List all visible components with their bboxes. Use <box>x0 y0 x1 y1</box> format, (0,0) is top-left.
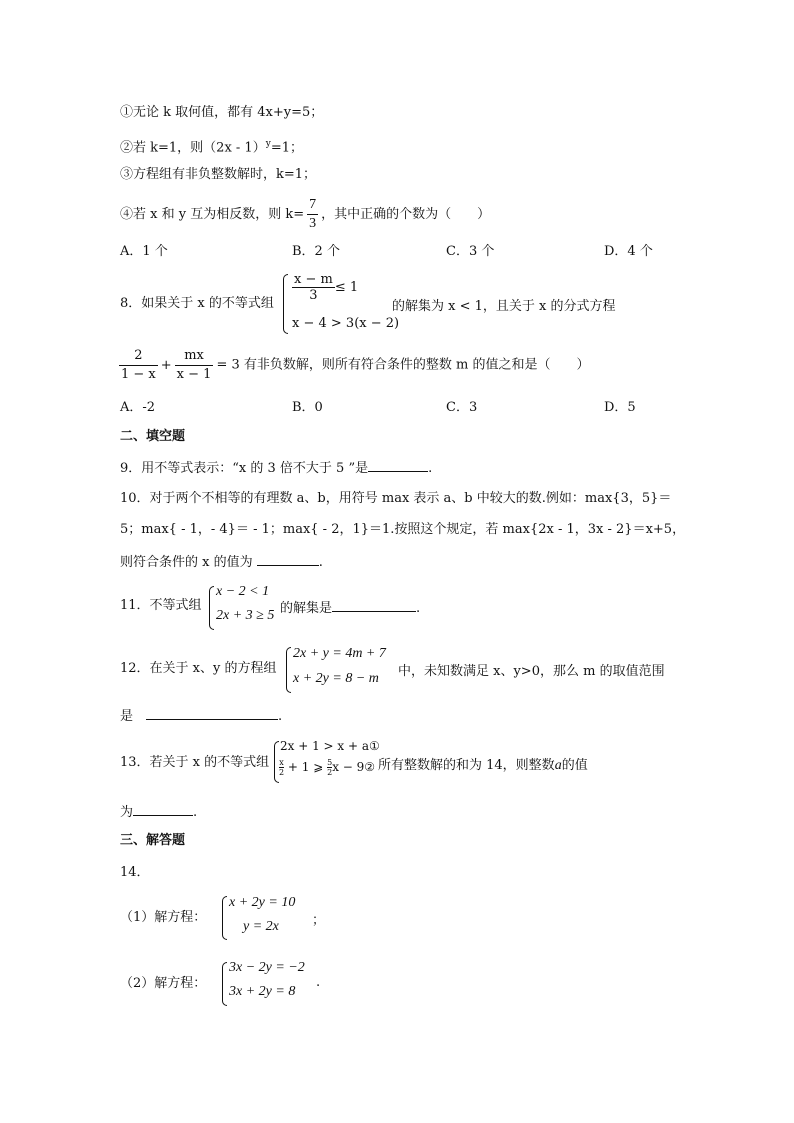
q14-part-2-end: . <box>316 975 321 990</box>
q11-eq-2: 2x + 3 ≥ 5 <box>216 608 275 623</box>
q13-prefix: 13．若关于 x 的不等式组 <box>120 755 270 770</box>
q11-suffix: 的解集是 . <box>280 597 420 616</box>
q8-fraction-equation: $\frac{2}{1 - x}$ + $\frac{mx}{x - 1}$ = 3 有非负数解，则所有符合条件的整数 m 的值之和是（ ） <box>121 348 590 382</box>
q13-suffix: 所有整数解的和为 14，则整数a的值 <box>378 758 588 773</box>
q14-part-2-eq-1: 3x − 2y = −2 <box>229 960 305 975</box>
q14-part-1-eq-1: x + 2y = 10 <box>229 895 296 910</box>
q12-eq-1: 2x + y = 4m + 7 <box>293 646 386 661</box>
q14-part-2-brace <box>222 962 227 1006</box>
q12-suffix: 中，未知数满足 x、y>0，那么 m 的取值范围 <box>398 664 665 679</box>
q8-option-b: B．0 <box>292 400 323 415</box>
section-2-heading: 二、填空题 <box>120 429 186 444</box>
q8-inequality-1: $\frac{x - m}{3}$ ≤ 1 <box>294 272 359 303</box>
q14-part-1-end: ； <box>312 913 326 928</box>
q14-part-1-brace <box>222 896 227 940</box>
q8-suffix: 的解集为 x < 1，且关于 x 的分式方程 <box>392 299 616 314</box>
q11-answer-blank[interactable] <box>332 598 416 612</box>
q12-answer-blank[interactable] <box>146 706 278 720</box>
q13-answer-blank[interactable] <box>133 802 193 816</box>
q8-option-d: D．5 <box>604 400 636 415</box>
q8-option-a: A．-2 <box>120 400 156 415</box>
q10-line-3: 则符合条件的 x 的值为 . <box>120 552 323 572</box>
q14-part-1-label: （1）解方程： <box>120 910 207 925</box>
q8-system-brace <box>283 274 288 334</box>
q7-option-d: D．4 个 <box>604 244 653 259</box>
q12-line-2: 是 . <box>120 706 282 726</box>
q10-answer-blank[interactable] <box>257 552 319 566</box>
q12-eq-2: x + 2y = 8 − m <box>293 671 379 686</box>
q14-part-2-eq-2: 3x + 2y = 8 <box>229 984 296 999</box>
q7-statement-1: ①无论 k 取何值，都有 4x+y=5； <box>120 105 324 120</box>
q8-inequality-2: x − 4 > 3(x − 2) <box>292 316 400 331</box>
q7-statement-4: ④若 x 和 y 互为相反数，则 k= $\frac{7}{3}$ ，其中正确的个数为（ ） <box>120 197 491 231</box>
q7-statement-3: ③方程组有非负整数解时，k=1； <box>120 167 317 182</box>
q7-option-a: A．1 个 <box>120 244 168 259</box>
q13-line-2: 为 . <box>120 802 197 822</box>
q13-eq-1: 2x + 1 > x + a① <box>280 739 380 753</box>
q14-part-2-label: （2）解方程： <box>120 976 207 991</box>
q7-statement-2: ②若 k=1，则（2x - 1）$^y$=1； <box>120 139 303 156</box>
q10-line-2: 5；max{ - 1，- 4}＝ - 1；max{ - 2，1}＝1.按照这个规定，若 max{2x - 1，3x - 2}＝x+5， <box>120 522 686 537</box>
q12-system-brace <box>286 647 291 693</box>
q12-prefix: 12．在关于 x、y 的方程组 <box>120 661 277 676</box>
q14-part-1-eq-2: y = 2x <box>243 919 279 934</box>
fraction-7-3: $\frac{7}{3}$ <box>309 197 317 231</box>
q13-eq-2: $\frac{x}{2}$ + 1 ⩾ $\frac{5}{2}$ x − 9② <box>279 758 376 777</box>
q11-eq-1: x − 2 < 1 <box>216 584 270 599</box>
q7-option-c: C．3 个 <box>446 244 495 259</box>
section-3-heading: 三、解答题 <box>120 833 186 848</box>
q11-system-brace <box>209 586 214 630</box>
q10-line-1: 10．对于两个不相等的有理数 a、b，用符号 max 表示 a、b 中较大的数.例如：max{3，5}＝ <box>120 491 672 506</box>
q14-number: 14． <box>120 865 150 880</box>
q7-option-b: B．2 个 <box>292 244 340 259</box>
q9: 9．用不等式表示：“x 的 3 倍不大于 5 ”是 . <box>120 458 432 478</box>
q9-answer-blank[interactable] <box>368 458 428 472</box>
q8-prefix: 8．如果关于 x 的不等式组 <box>120 296 274 311</box>
q11-prefix: 11．不等式组 <box>120 598 202 613</box>
q8-option-c: C．3 <box>446 400 478 415</box>
